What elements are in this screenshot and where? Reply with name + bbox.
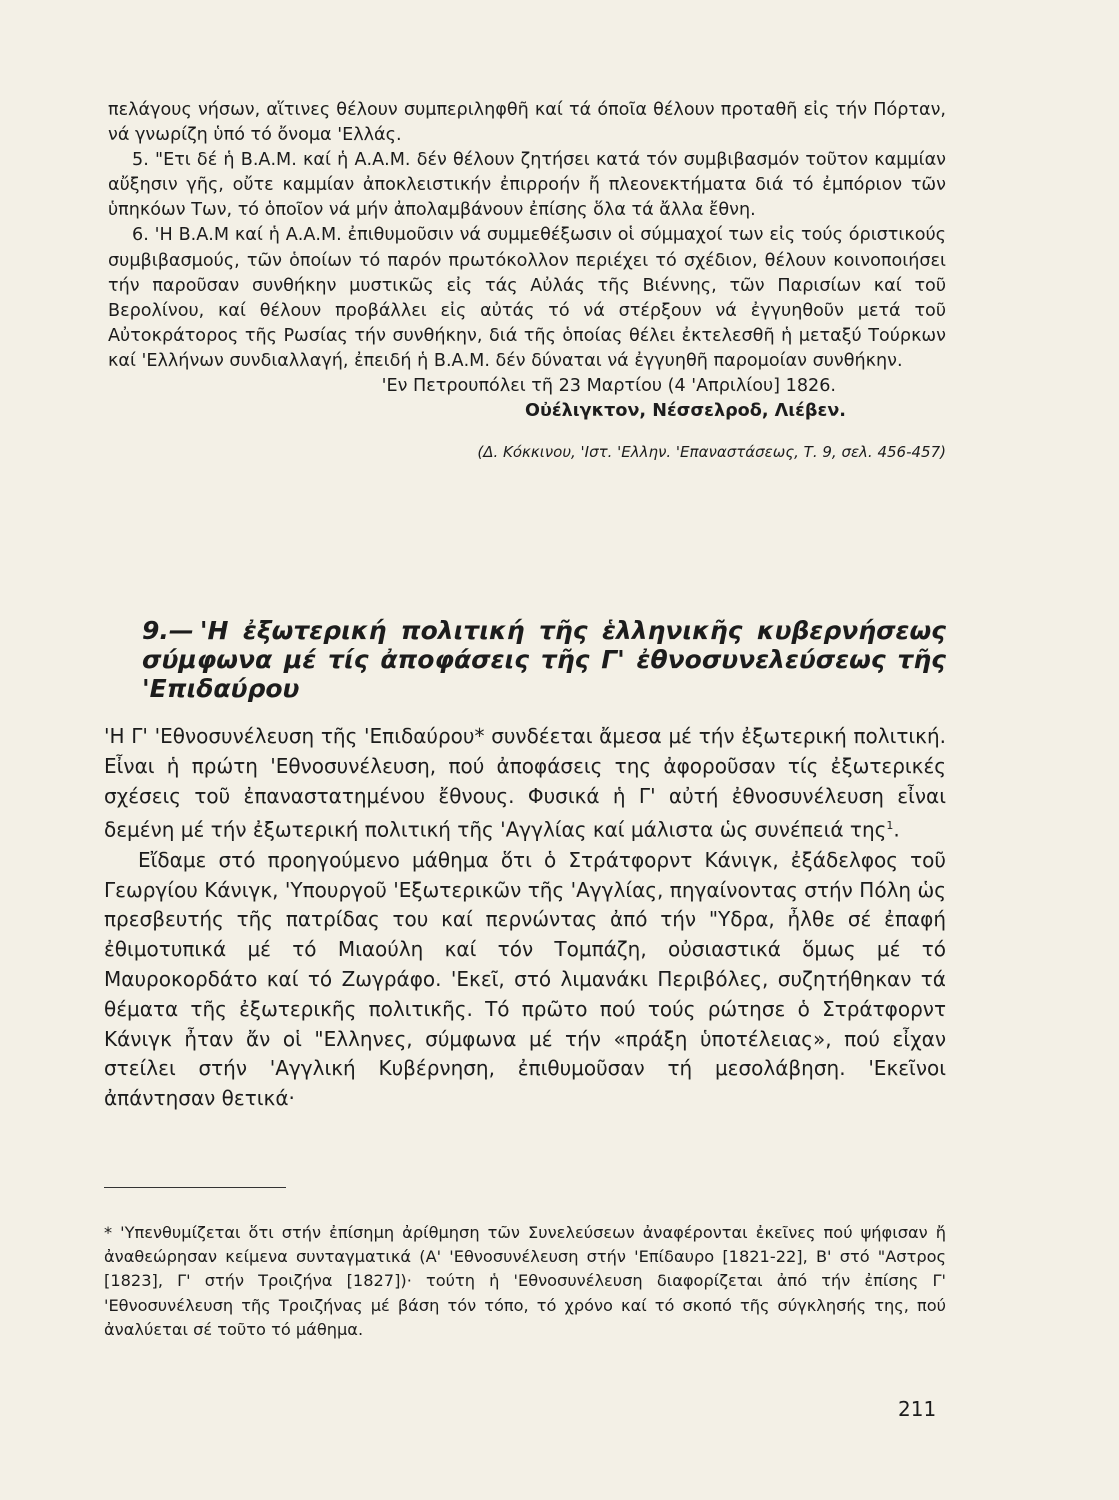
quote-paragraph: πελάγους νήσων, αἵτινες θέλουν συμπεριληφθῆ καί τά όποῖα θέλουν προταθῆ εἰς τήν Πόρταν, νά γνωρίζη ὑπό τό ὄνομα 'Ελλάς. [108,100,946,146]
footnote-ref: 1 [886,819,894,833]
section-title: 'Η ἐξωτερική πολιτική τῆς ἑλληνικῆς κυβερνήσεως σύμφωνα μέ τίς ἀποφάσεις τῆς Γ' ἐθνοσυνελεύσεως τῆς 'Επιδαύρου [142,616,946,703]
quote-article-6: 6. 'Η Β.Α.Μ καί ἡ Α.Α.Μ. ἐπιθυμοῦσιν νά συμμεθέξωσιν οἱ σύμμαχοί των εἰς τούς όριστικούς συμβιβασμούς, τῶν ὁποίων τό παρόν πρωτόκολλον περιέχει τό σχέδιον, θέλουν κοινοποιήσει τήν παροῦσαν συνθήκην μυστικῶς εἰς τάς Αὐλάς τῆς Βιέννης, τῶν Παρισίων καί τοῦ Βερολίνου, καί θέλουν προβάλλει εἰς αὐτάς τό νά στέρξουν νά ἐγγυηθοῦν μετά τοῦ Αὐτοκράτορος τῆς Ρωσίας τήν συνθήκην, διά τῆς ὁποίας θέλει ἐκτελεσθῆ ἡ μεταξύ Τούρκων καί 'Ελλήνων συνδιαλλαγή, ἐπειδή ἡ Β.Α.Μ. δέν δύναται νά ἐγγυηθῆ παρομοίαν συνθήκην. [108,225,946,371]
body-paragraph-2: Εἴδαμε στό προηγούμενο μάθημα ὅτι ὁ Στράτφορντ Κάνιγκ, ἐξάδελφος τοῦ Γεωργίου Κάνιγκ, 'Υπουργοῦ 'Εξωτερικῶν τῆς 'Αγγλίας, πηγαίνοντας στήν Πόλη ὡς πρεσβευτής τῆς πατρίδας του καί περνώντας ἀπό τήν "Υδρα, ἦλθε σέ ἐπαφή ἐθιμοτυπικά μέ τό Μιαούλη καί τόν Τομπάζη, οὐσιαστικά ὅμως μέ τό Μαυροκορδάτο καί τό Ζωγράφο. 'Εκεῖ, στό λιμανάκι Περιβόλες, συζητήθηκαν τά θέματα τῆς ἐξωτερικῆς πολιτικῆς. Τό πρῶτο πού τούς ρώτησε ὁ Στράτφορντ Κάνιγκ ἦταν ἄν οἱ "Ελληνες, σύμφωνα μέ τήν «πράξη ὑποτέλειας», πού εἶχαν στείλει στήν 'Αγγλική Κυβέρνηση, ἐπιθυμοῦσαν τή μεσολάβηση. 'Εκεῖνοι ἀπάντησαν θετικά· [104,847,946,1111]
quote-source: (Δ. Κόκκινου, 'Ιστ. 'Ελλην. 'Επαναστάσεως, Τ. 9, σελ. 456-457) [477,443,946,462]
footnote-divider [104,1187,286,1188]
treaty-quotation [108,98,946,465]
quote-signers: Οὐέλιγκτον, Νέσσελροδ, Λιέβεν. [525,401,846,422]
section-number: 9.— [142,616,194,645]
section-heading [142,616,946,703]
page-number: 211 [898,1397,937,1421]
quote-dateline: 'Εν Πετρουπόλει τῆ 23 Μαρτίου (4 'Απριλίου] 1826. [381,376,836,397]
body-paragraph-1: 'Η Γ' 'Εθνοσυνέλευση τῆς 'Επιδαύρου* συνδέεται ἄμεσα μέ τήν ἐξωτερική πολιτική. Εἶναι ἡ πρώτη 'Εθνοσυνέλευση, πού ἀποφάσεις της ἀφοροῦσαν τίς ἐξωτερικές σχέσεις τοῦ ἐπαναστατημένου ἔθνους. Φυσικά ἡ Γ' αὐτή ἐθνοσυνέλευση εἶναι δεμένη μέ τήν ἐξωτερική πολιτική τῆς 'Αγγλίας καί μάλιστα ὡς συνέπειά της$^1$. [104,724,946,843]
body-text [104,722,946,1114]
footnote: * 'Υπενθυμίζεται ὅτι στήν ἐπίσημη ἀρίθμηση τῶν Συνελεύσεων ἀναφέρονται ἐκεῖνες πού ψήφισαν ἤ ἀναθεώρησαν κείμενα συνταγματικά (Α' 'Εθνοσυνέλευση στήν 'Επίδαυρο [1821-22], Β' στό "Αστρος [1823], Γ' στήν Τροιζήνα [1827])· τούτη ἡ 'Εθνοσυνέλευση διαφορίζεται ἀπό τήν ἐπίσης Γ' 'Εθνοσυνέλευση τῆς Τροιζήνας μέ βάση τόν τόπο, τό χρόνο καί τό σκοπό τῆς σύγκλησής της, πού ἀναλύεται σέ τοῦτο τό μάθημα. [104,1223,946,1339]
quote-article-5: 5. "Ετι δέ ἡ Β.Α.Μ. καί ἡ Α.Α.Μ. δέν θέλουν ζητήσει κατά τόν συμβιβασμόν τοῦτον καμμίαν αὔξησιν γῆς, οὔτε καμμίαν ἀποκλειστικήν ἐπιρροήν ἤ πλεονεκτήματα διά τό ἐμπόριον τῶν ὑπηκόων Των, τό ὁποῖον νά μήν ἀπολαμβάνουν ἐπίσης ὅλα τά ἄλλα ἔθνη. [108,150,946,221]
